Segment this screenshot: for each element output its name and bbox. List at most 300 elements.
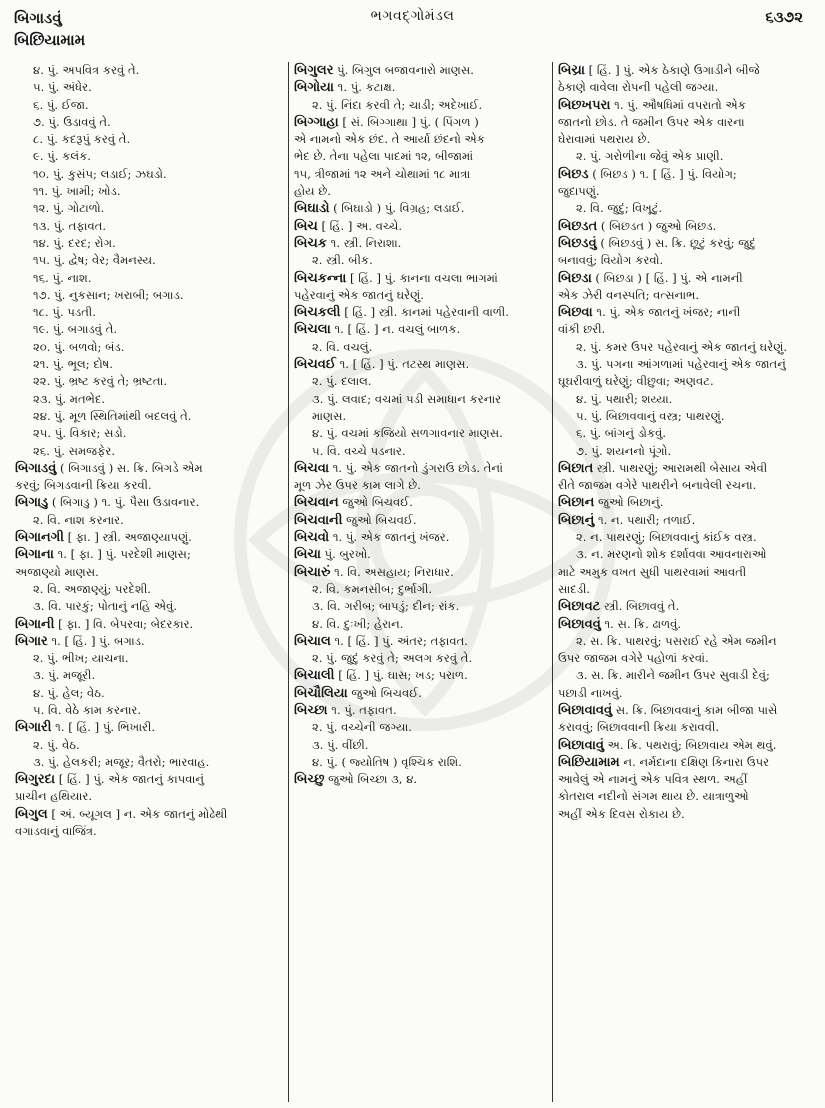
headword: બિચા (294, 547, 321, 563)
entry-text: આવેલું એ નામનું એક પવિત્ર સ્થળ. અહીં (558, 772, 748, 787)
entry-continuation (15, 598, 283, 615)
entry-text: ૨. પું. ભીખ; યાચના. (33, 651, 129, 666)
entry-text: ૨૬. પું. સમજફેર. (33, 443, 116, 458)
entry-text: ૪. વિ. દુઃખી; હેરાન. (312, 616, 404, 631)
entry-line (558, 494, 810, 511)
entry-text: ૧. પું. કટાક્ષ. (333, 80, 396, 95)
entry-continuation (558, 788, 810, 805)
entry-text: ૩. વિ. ગરીબ; બાપડું; દીન; રાંક. (312, 599, 460, 614)
entry-text: ૧. ન. પથારી; તળાઈ. (594, 512, 696, 527)
headword: બિચક (294, 235, 327, 251)
entry-continuation (558, 408, 810, 425)
entry-text: કરાવવું; બિછાવવાની ક્રિયા કરાવવી. (558, 720, 720, 735)
headword: બિચવો (294, 530, 330, 546)
entry-continuation (294, 97, 547, 114)
entry-line (294, 79, 547, 96)
entry-continuation (558, 148, 810, 165)
headword: બિગાર (15, 633, 48, 649)
headword: બિચ્છુ (294, 772, 325, 788)
entry-text: ૨. પું. વેઠ. (33, 737, 80, 752)
entry-line (558, 598, 810, 615)
entry-text: ઘૂઘરીવાળું ઘરેણું; વીછુવા; અણવટ. (558, 374, 714, 389)
entry-text: ૭. પું. ઉડાવવું તે. (33, 114, 111, 129)
headword: બિચારું (294, 564, 331, 580)
entry-text: ૩. ન. મરણનો શોક દર્શાવવા આવનારાઓ (576, 547, 767, 562)
headword: બિચલા (294, 322, 331, 338)
entry-text: ૬. પું. બાંગનું ડોકવું. (576, 426, 667, 441)
entry-text: ૧૫. પું. દ્વેષ; વેર; વૈમનસ્ય. (33, 253, 156, 268)
headword: બિચકલી (294, 305, 341, 321)
entry-text: અ. ક્રિ. પથરાવું; બિછાવાય એમ થવું. (604, 737, 777, 752)
entry-text: જુઓ બિચવઈ. (338, 495, 413, 510)
entry-text: ૧૫, ત્રીજામાં ૧૨ અને ચોથામાં ૧૮ માત્રા (294, 166, 471, 181)
entry-text: ૩. પું. મજૂરી. (33, 668, 96, 683)
entry-text: ૨. વિ. જુદું; વિખૂટું. (576, 201, 663, 216)
entry-text: વગાડવાનું વાજિંત્ર. (15, 824, 97, 839)
entry-text: ૭. પું. શયનનો પૂંગો. (576, 443, 672, 458)
page-header (0, 0, 825, 58)
entry-line (558, 737, 810, 754)
entry-text: ૧. [ હિં. ] પું. તટસ્થ માણસ. (335, 357, 470, 372)
entry-text: ૨૨. પું. ભ્રષ્ટ કરવું તે; ભ્રષ્ટતા. (33, 374, 168, 389)
entry-text: ૨૧. પું. ભૂલ; દોષ. (33, 357, 113, 372)
entry-text: પછાડી નાખવું. (558, 685, 623, 700)
entry-text: ઉપર જાજમ વગેરે પહોળાં કરવાં. (558, 651, 709, 666)
entry-text: ૧૮. પું. પડતી. (33, 305, 96, 320)
entry-continuation (558, 391, 810, 408)
entry-continuation (15, 287, 283, 304)
headword: બિગાડુ (15, 495, 49, 511)
entry-continuation (294, 598, 547, 615)
entry-continuation (294, 287, 547, 304)
column-1 (10, 62, 288, 1102)
entry-text: ન. નર્મદાના દક્ષિણ કિનારા ઉપર (619, 754, 770, 769)
entry-line (15, 546, 283, 563)
entry-line (294, 62, 547, 79)
entry-continuation (294, 391, 547, 408)
headword: બિચૌલિયા (294, 685, 348, 701)
entry-continuation (15, 166, 283, 183)
entry-text: ૩. પું. પગના આંગળામાં પહેરવાનું એક જાતનું (576, 357, 786, 372)
headword: બિછડા (558, 270, 592, 286)
entry-text: [ ફા. ] વિ. બેપરવા; બેદરકાર. (54, 616, 194, 631)
entry-line (294, 633, 547, 650)
entry-text: ૪. પું. અપવિત્ર કરવું તે. (33, 63, 140, 77)
entry-continuation (15, 79, 283, 96)
entry-line (294, 356, 547, 373)
entry-text: ૩. વિ. પારકું; પોતાનું નહિ એવું. (33, 599, 178, 614)
entry-line (558, 616, 810, 633)
entry-text: ૨. વિ. વચલું. (312, 339, 373, 354)
entry-continuation (558, 581, 810, 598)
entry-continuation (294, 183, 547, 200)
entry-text: ૪. પું. ( જ્યોતિષ ) વૃશ્ચિક રાશિ. (312, 754, 462, 769)
entry-text: ૨૪. પું. મૂળ સ્થિતિમાંથી બદલવું તે. (33, 408, 192, 423)
entry-continuation (558, 806, 810, 823)
entry-continuation (15, 564, 283, 581)
entry-continuation (15, 408, 283, 425)
entry-line (558, 97, 810, 114)
entry-line (294, 702, 547, 719)
entry-continuation (558, 650, 810, 667)
entry-text: ૨૫. પું. વિકાર; સડો. (33, 426, 127, 441)
entry-text: [ સં. બિગ્ગાથા ] પું. ( પિંગળ ) (338, 114, 479, 129)
entry-text: જુદાપણું. (558, 184, 600, 199)
headword: બિગુલર (294, 63, 334, 78)
entry-continuation (558, 321, 810, 338)
entry-text: ૧. [ હિં. ] પું. અંતર; તફાવત. (330, 633, 468, 648)
headword: બિછડવું (558, 235, 597, 251)
headword: બિગોયા (294, 80, 334, 96)
entry-text: ( બિઘાડો ) પું. વિગ્રહ; લડાઈ. (329, 201, 465, 216)
entry-line (294, 270, 547, 287)
entry-continuation (294, 252, 547, 269)
entry-text: ૧. પું. એક જાતનો ડુંગરાઉ છોડ. તેનાં (329, 460, 503, 475)
entry-continuation (15, 823, 283, 840)
entry-text: ૫. વિ. વેઠે કામ કરનાર. (33, 702, 142, 717)
entry-continuation (15, 373, 283, 390)
entry-continuation (294, 373, 547, 390)
entry-line (294, 494, 547, 511)
entry-continuation (558, 771, 810, 788)
dictionary-columns (10, 62, 815, 1102)
entry-text: ૨. પું. દલાલ. (312, 374, 372, 389)
entry-text: ૨. ન. પાથરણું; બિછાવવાનું કાંઈક વસ્ત્ર. (576, 530, 757, 545)
entry-text: સાદડી. (558, 581, 591, 596)
entry-text: પહેરવાનું એક જાતનું ઘરેણું. (294, 287, 424, 302)
entry-text: રીતે જાજમ વગેરે પાથરીને બનાવેલી રચના. (558, 478, 757, 493)
entry-line (294, 546, 547, 563)
guide-word-first: બિગાડવું (14, 9, 62, 27)
entry-text: ૨. પું. કમર ઉપર પહેરવાનું એક જાતનું ઘરેણું. (576, 339, 788, 354)
entry-continuation (558, 477, 810, 494)
entry-continuation (558, 685, 810, 702)
entry-text: ૧. [ ફા. ] પું. પરદેશી માણસ; (53, 547, 191, 562)
entry-text: ૪. પું. હેલ; વેઠ. (33, 685, 105, 700)
entry-continuation (15, 62, 283, 79)
entry-text: ભેદ છે. તેના પહેલા પાદમાં ૧૨, બીજામાં (294, 149, 474, 164)
entry-continuation (294, 131, 547, 148)
entry-text: પું. બુરખો. (320, 547, 371, 562)
entry-continuation (15, 321, 283, 338)
entry-line (558, 218, 810, 235)
entry-continuation (15, 477, 283, 494)
guide-word-last: બિછિયામામ (14, 31, 86, 49)
entry-text: ૧. પું. તફાવત. (327, 702, 397, 717)
entry-continuation (15, 97, 283, 114)
entry-line (558, 460, 810, 477)
entry-line (15, 460, 283, 477)
entry-text: ( બિછડવું ) સ. ક્રિ. છૂટું કરવું; જુદું (596, 235, 756, 250)
entry-line (15, 806, 283, 823)
entry-continuation (15, 443, 283, 460)
entry-line (558, 62, 810, 79)
entry-continuation (558, 79, 810, 96)
entry-text: ( બિછડા ) [ હિં. ] પું. એ નામની (591, 270, 743, 285)
entry-continuation (15, 252, 283, 269)
entry-text: ૧. વિ. અસહાય; નિરાધાર. (330, 564, 454, 579)
entry-continuation (558, 200, 810, 217)
entry-text: સ્ત્રી. બિછાવવું તે. (600, 599, 680, 614)
entry-text: ૧૭. પું. નુકસાન; ખરાબી; બગાડ. (33, 287, 184, 302)
entry-line (294, 685, 547, 702)
entry-continuation (294, 650, 547, 667)
entry-continuation (15, 235, 283, 252)
headword: બિચ (294, 218, 318, 234)
entry-continuation (558, 183, 810, 200)
headword: બિગાના (15, 547, 54, 563)
entry-text: [ હિં. ] પું. ઘાસ; ખડ; પરાળ. (334, 668, 468, 683)
entry-text: ૪. પું. વચમાં કજિયો સળગાવનાર માણસ. (312, 426, 503, 441)
headword: બિગારી (15, 720, 52, 736)
page-number: ૬૩૭૨ (765, 8, 803, 26)
entry-text: ૪. પું. પથારી; શય્યા. (576, 391, 673, 406)
entry-text: ૨. પું. વચ્ચેની જગ્યા. (312, 720, 412, 735)
entry-line (15, 719, 283, 736)
entry-line (558, 702, 810, 719)
entry-text: ૨૩. પું. મતભેદ. (33, 391, 106, 406)
entry-line (15, 616, 283, 633)
headword: બિચ્છા (294, 702, 328, 718)
entry-line (558, 754, 810, 771)
entry-continuation (15, 183, 283, 200)
entry-continuation (558, 719, 810, 736)
entry-continuation (15, 667, 283, 684)
entry-text: માટે અમુક વખત સુધી પાથરવામાં આવતી (558, 564, 747, 579)
entry-line (294, 460, 547, 477)
entry-continuation (294, 616, 547, 633)
entry-text: ૧૬. પું. નાશ. (33, 270, 92, 285)
entry-line (558, 270, 810, 287)
headword: બિઘાડો (294, 201, 330, 217)
page-title: ભગવદ્‌ગોમંડલ (370, 8, 455, 24)
headword: બિચ્રા (558, 63, 585, 78)
entry-line (558, 235, 810, 252)
headword: બિચવા (294, 460, 330, 476)
entry-text: કરવું; બિગડવાની ક્રિયા કરવી. (15, 478, 152, 493)
entry-text: ઘેરાવામાં પથરાય છે. (558, 132, 651, 147)
entry-continuation (558, 356, 810, 373)
entry-text: ૧૦. પું. કુસંપ; લડાઈ; ઝઘડો. (33, 166, 167, 181)
entry-text: ૧. પું. એક જાતનું ખંજર; નાની (592, 305, 741, 320)
entry-continuation (558, 114, 810, 131)
entry-line (15, 771, 283, 788)
entry-continuation (15, 512, 283, 529)
entry-continuation (15, 754, 283, 771)
entry-line (294, 200, 547, 217)
entry-continuation (558, 287, 810, 304)
entry-line (558, 512, 810, 529)
headword: બિગુલ (15, 806, 48, 822)
entry-line (558, 166, 810, 183)
entry-text: ૨. પું. જુદું કરવું તે; અલગ કરવું તે. (312, 651, 473, 666)
entry-continuation (15, 339, 283, 356)
entry-text: ૧૧. પું. ખામી; ખોડ. (33, 184, 121, 199)
entry-continuation (15, 425, 283, 442)
entry-continuation (558, 546, 810, 563)
entry-text: હોય છે. (294, 184, 331, 199)
entry-text: જુઓ બિછાનું. (594, 495, 664, 510)
entry-line (294, 304, 547, 321)
entry-continuation (15, 218, 283, 235)
entry-text: ૧૪. પું. દરદ; રોગ. (33, 235, 116, 250)
headword: બિચકન્ના (294, 270, 347, 286)
entry-continuation (294, 443, 547, 460)
entry-text: ૧૯. પું. બગાડવું તે. (33, 322, 118, 337)
entry-text: જુઓ બિચવઈ. (342, 512, 417, 527)
entry-text: જુઓ બિચવઈ. (347, 685, 422, 700)
entry-line (294, 771, 547, 788)
entry-continuation (558, 443, 810, 460)
entry-continuation (294, 339, 547, 356)
entry-continuation (558, 339, 810, 356)
entry-text: [ હિં. ] સ્ત્રી. કાનમાં પહેરવાની વાળી. (340, 305, 509, 320)
entry-text: બનાવવું; વિયોગ કરવો. (558, 253, 664, 268)
headword: બિછાત (558, 460, 594, 476)
entry-continuation (294, 148, 547, 165)
entry-text: ૨૦. પું. બળવો; બંડ. (33, 339, 125, 354)
entry-text: અહીં એક દિવસ રોકાય છે. (558, 806, 685, 821)
entry-text: ૮. પું. કદરૂપું કરવું તે. (33, 132, 131, 147)
entry-text: જાતનો છોડ. તે જમીન ઉપર એક વારના (558, 114, 745, 129)
headword: બિછવા (558, 305, 593, 321)
entry-text: [ અં. બ્યૂગલ ] ન. એક જાતનું મોઢેથી (47, 806, 228, 821)
entry-text: ૧. પું. ઔષધિમાં વપરાતો એક (610, 97, 746, 112)
headword: બિછાવવું (558, 616, 601, 632)
entry-continuation (558, 633, 810, 650)
headword: બિચવાન (294, 495, 339, 511)
entry-continuation (294, 408, 547, 425)
entry-text: મૂળ ઝેર ઉપર કામ લાગે છે. (294, 478, 421, 493)
entry-continuation (15, 737, 283, 754)
entry-text: ૫. પું. અંધેર. (33, 80, 92, 95)
entry-text: સ. ક્રિ. બિછાવવાનું કામ બીજા પાસે (612, 702, 778, 717)
headword: બિચાલ (294, 633, 331, 649)
entry-line (15, 633, 283, 650)
entry-continuation (15, 114, 283, 131)
entry-text: ૩. પું. લવાદ; વચમાં પડી સમાધાન કરનાર (312, 391, 502, 406)
entry-text: ૯. પું. કલંક. (33, 149, 91, 164)
entry-continuation (15, 650, 283, 667)
entry-continuation (558, 667, 810, 684)
entry-text: ઠેકાણે વાવેલા રોપની પહેલી જગ્યા. (558, 80, 719, 95)
entry-text: ( બિછડ ) ૧. [ હિં. ] પું. વિયોગ; (588, 166, 737, 181)
entry-continuation (294, 425, 547, 442)
entry-text: ૨. વિ. કમનસીબ; દુર્ભાગી. (312, 581, 433, 596)
entry-text: એક ઝેરી વનસ્પતિ; વત્સનાભ. (558, 287, 700, 302)
entry-line (294, 218, 547, 235)
entry-continuation (294, 477, 547, 494)
headword: બિછડ (558, 166, 589, 182)
entry-text: ( બિગાડુ ) ૧. પું. પૈસા ઉડાવનાર. (48, 495, 200, 510)
entry-continuation (294, 581, 547, 598)
column-2 (288, 62, 552, 1102)
entry-continuation (558, 425, 810, 442)
entry-text: ૧૩. પું. તફાવત. (33, 218, 107, 233)
entry-text: પ્રાચીન હથિયાર. (15, 789, 93, 804)
entry-continuation (558, 131, 810, 148)
entry-text: [ હિં. ] પું. એક જાતનું કાપવાનું (55, 772, 204, 787)
entry-line (294, 512, 547, 529)
entry-text: ૧. સ. ક્રિ. ઢાળવું. (600, 616, 682, 631)
entry-line (294, 529, 547, 546)
entry-text: ૨. પું. નિંદા કરવી તે; ચાડી; અદેખાઈ. (312, 97, 483, 112)
entry-line (294, 321, 547, 338)
entry-continuation (15, 356, 283, 373)
entry-line (15, 529, 283, 546)
headword: બિછડત (558, 218, 598, 234)
entry-line (558, 304, 810, 321)
entry-text: ૩. પું. વીંછી. (312, 737, 369, 752)
entry-line (294, 114, 547, 131)
headword: બિછાવટ (558, 599, 601, 615)
entry-text: ૧. પું. એક જાતનું ખંજર. (329, 530, 450, 545)
headword: બિછખપરા (558, 97, 611, 113)
entry-continuation (558, 252, 810, 269)
headword: બિચવઈ (294, 357, 336, 373)
entry-continuation (294, 166, 547, 183)
headword: બિછાવાવું (558, 737, 604, 753)
entry-text: ૫. વિ. વચ્ચે પડનાર. (312, 443, 406, 458)
entry-text: ૧. [ હિં. ] પું. બગાડ. (47, 633, 145, 648)
entry-text: વાંકી છરી. (558, 322, 606, 337)
entry-text: ( બિછડત ) જુઓ બિછડ. (597, 218, 717, 233)
entry-text: [ હિં. ] અ. વચ્ચે. (317, 218, 403, 233)
entry-text: ૨. વિ. નાશ કરનાર. (33, 512, 124, 527)
entry-line (294, 667, 547, 684)
headword: બિગુરદા (15, 772, 56, 788)
entry-line (294, 564, 547, 581)
entry-text: એ નામનો એક છંદ. તે આર્યા છંદનો એક (294, 132, 485, 147)
headword: બિછાવાવવું (558, 702, 613, 718)
entry-text: પું. બિગુલ બજાવનારો માણસ. (333, 63, 474, 77)
entry-text: [ હિં. ] પું. કાનના વચલા ભાગમાં (346, 270, 498, 285)
headword: બિછિયામામ (558, 754, 620, 770)
entry-continuation (558, 529, 810, 546)
headword: બિગાનગી (15, 530, 64, 546)
entry-text: ૧. સ્ત્રી. નિરાશા. (326, 235, 402, 250)
entry-text: ૧. [ હિં. ] ન. વચલું બાળક. (330, 322, 461, 337)
entry-line (294, 235, 547, 252)
headword: બિચાલી (294, 668, 335, 684)
entry-text: માણસ. (312, 408, 347, 423)
entry-continuation (15, 685, 283, 702)
headword: બિછાનું (558, 512, 595, 528)
entry-continuation (294, 754, 547, 771)
entry-continuation (15, 788, 283, 805)
entry-continuation (15, 702, 283, 719)
entry-continuation (294, 737, 547, 754)
headword: બિગ્ગાહા (294, 114, 339, 130)
column-3 (552, 62, 815, 1102)
entry-text: ૧. [ હિં. ] પું. ભિખારી. (51, 720, 156, 735)
entry-text: ૩. પું. હેલકરી; મજૂર; વૈતરો; ભારવાહ. (33, 754, 210, 769)
headword: બિગાની (15, 616, 55, 632)
entry-text: ૩. સ. ક્રિ. મારીને જમીન ઉપર સુવાડી દેવું; (576, 668, 770, 683)
entry-continuation (15, 270, 283, 287)
entry-text: [ ફા. ] સ્ત્રી. અજાણ્યાપણું. (63, 530, 192, 545)
entry-text: ૫. પું. બિછાવવાનું વસ્ત્ર; પાથરણું. (576, 408, 725, 423)
entry-text: કોતરાલ નદીનો સંગમ થાય છે. યાત્રાળુઓ (558, 789, 749, 804)
entry-continuation (15, 131, 283, 148)
entry-text: ૧૨. પું. ગોટાળો. (33, 201, 105, 216)
entry-continuation (15, 581, 283, 598)
entry-continuation (15, 391, 283, 408)
entry-text: સ્ત્રી. પાથરણું; આરામથી બેસાય એવી (593, 460, 768, 475)
headword: બિગાડવું (15, 460, 57, 476)
entry-text: [ હિં. ] પું. એક ઠેકાણે ઉગાડીને બીજે (584, 63, 760, 77)
entry-continuation (558, 564, 810, 581)
